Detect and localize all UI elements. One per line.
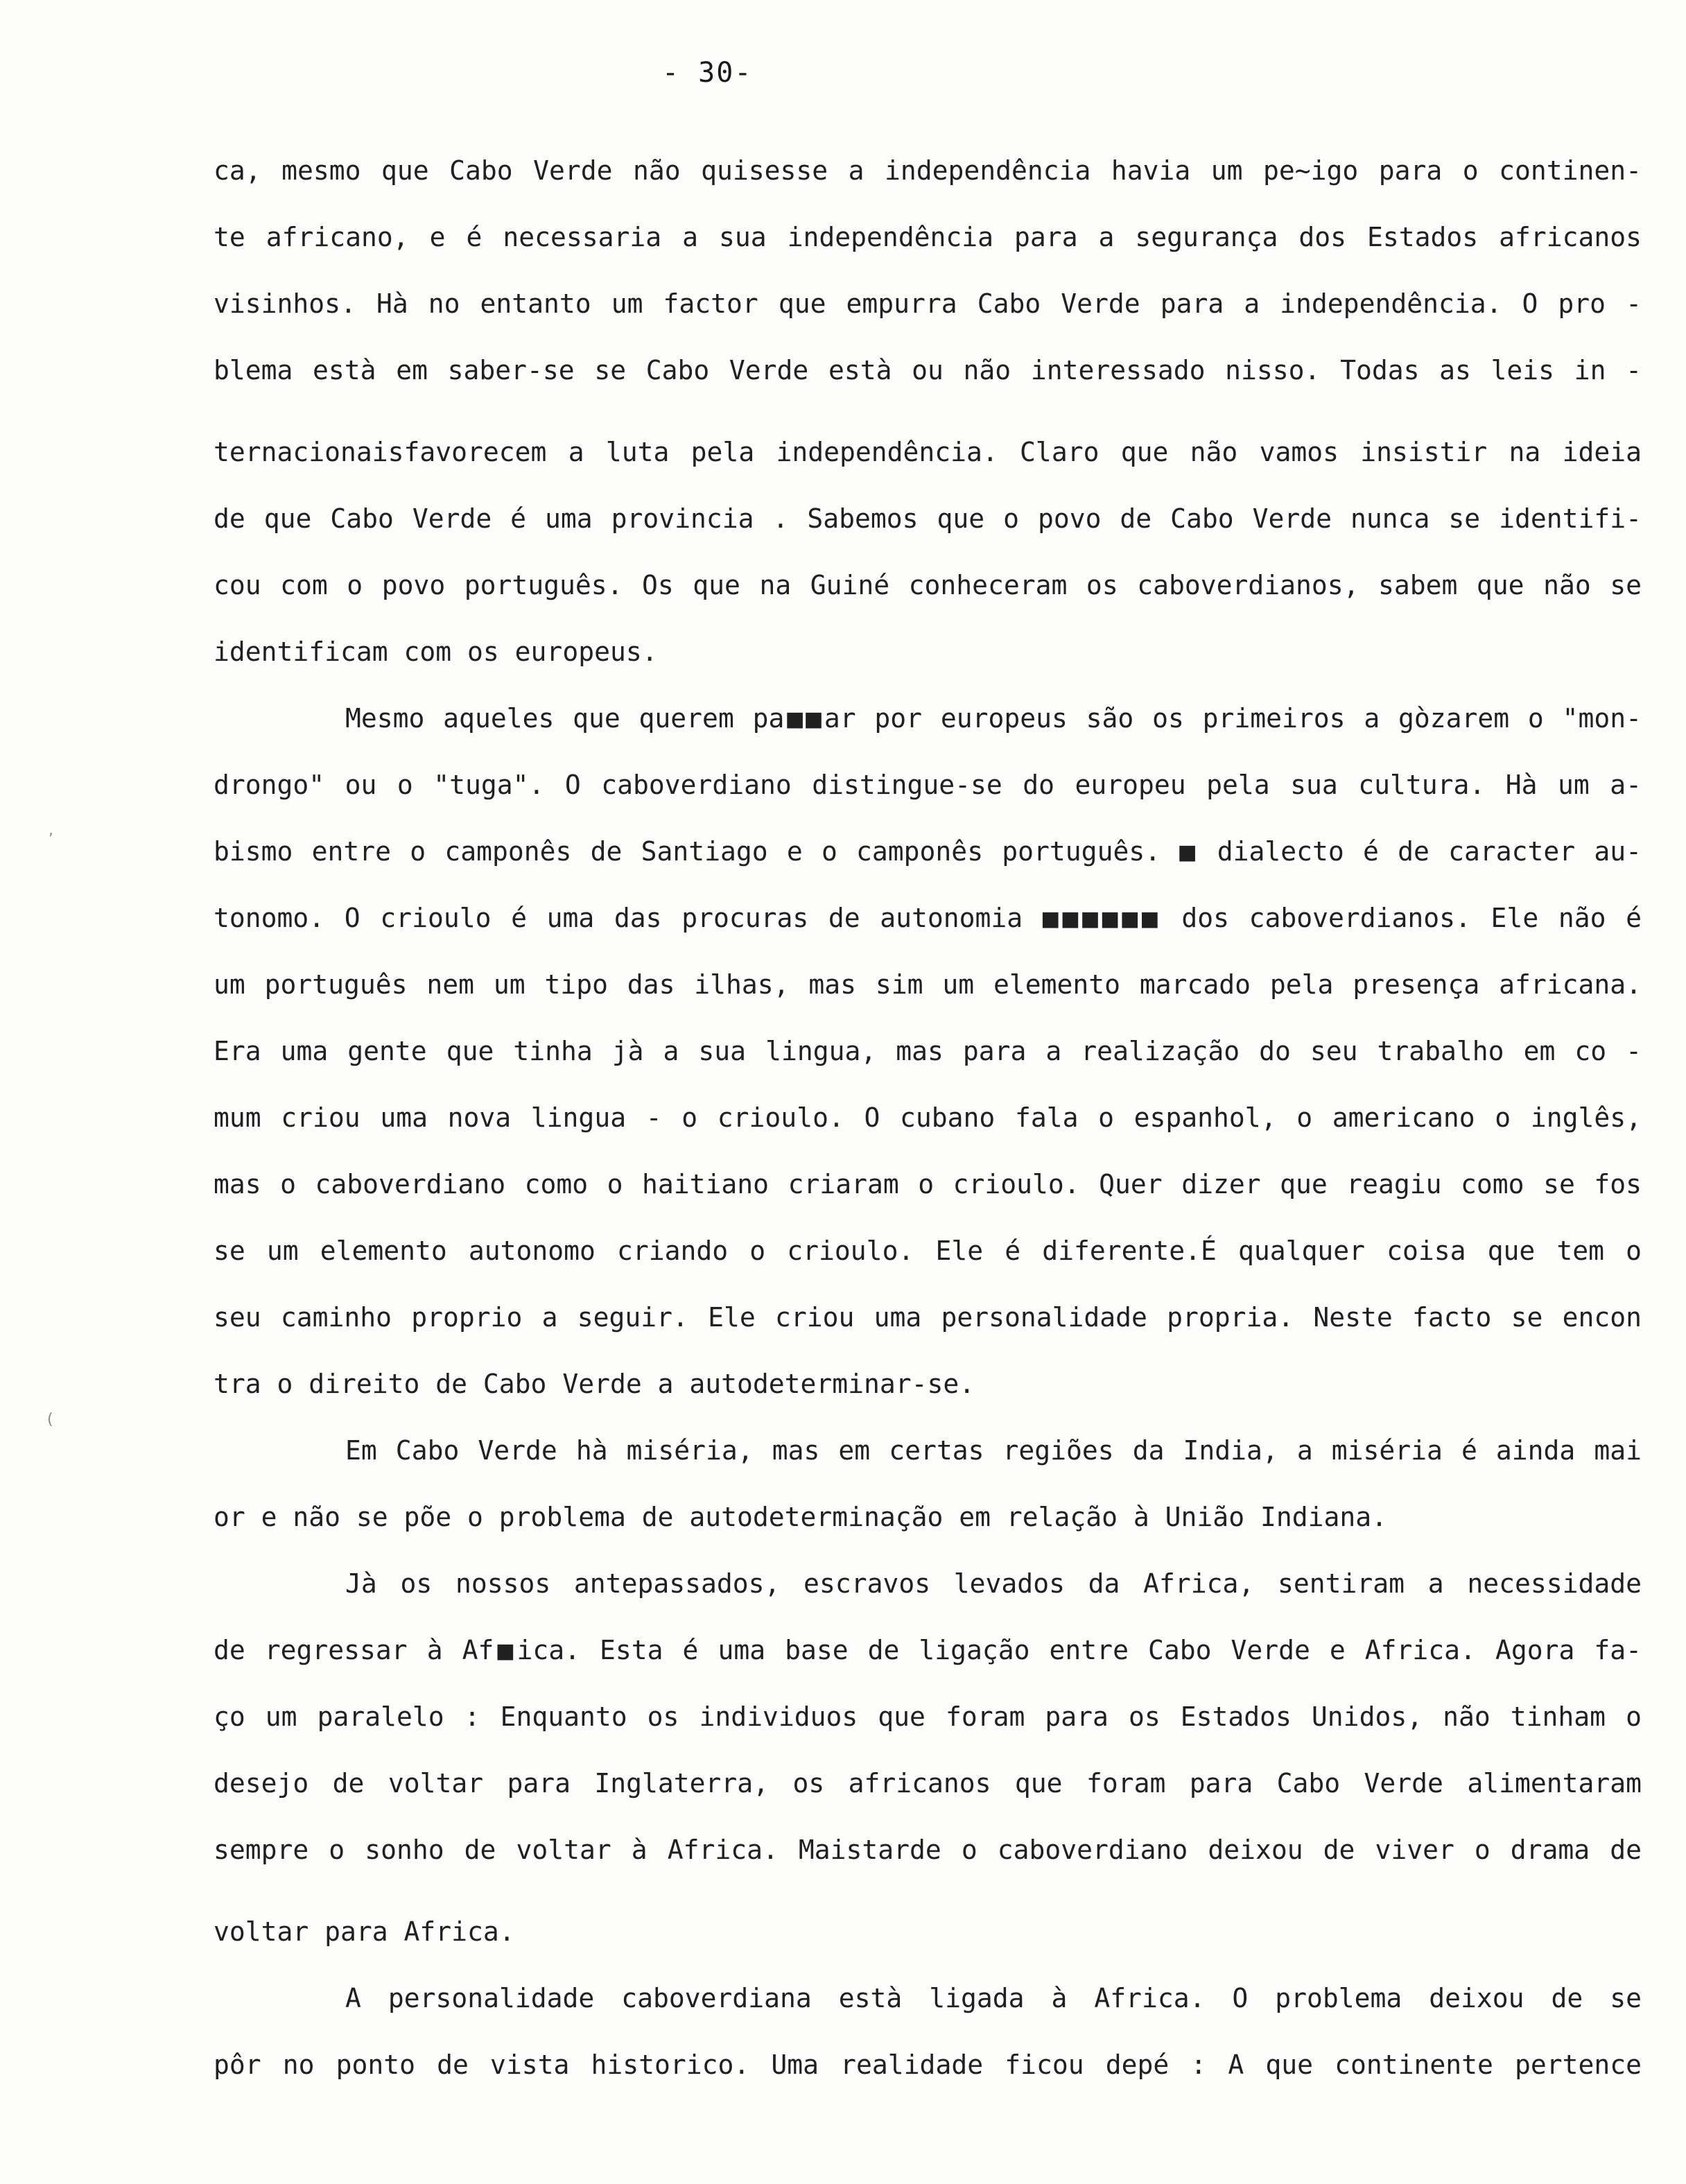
text-line: de que Cabo Verde é uma provincia . Sabemos que o povo de Cabo Verde nunca se identifi- bbox=[214, 503, 1642, 534]
text-line: pôr no ponto de vista historico. Uma realidade ficou depé : A que continente pertence bbox=[214, 2049, 1642, 2080]
text-line: mum criou uma nova lingua - o crioulo. O cubano fala o espanhol, o americano o inglês, bbox=[214, 1102, 1642, 1133]
text-line: drongo" ou o "tuga". O caboverdiano distingue-se do europeu pela sua cultura. Hà um a- bbox=[214, 770, 1642, 800]
text-line: mas o caboverdiano como o haitiano criaram o crioulo. Quer dizer que reagiu como se fos bbox=[214, 1169, 1642, 1199]
document-text bbox=[214, 137, 1642, 2098]
text-line: tonomo. O crioulo é uma das procuras de autonomia ■■■■■■ dos caboverdianos. Ele não é bbox=[214, 903, 1642, 933]
paragraph-start-line: A personalidade caboverdiana està ligada à Africa. O problema deixou de se bbox=[345, 1983, 1642, 2013]
text-line: visinhos. Hà no entanto um factor que empurra Cabo Verde para a independência. O pro - bbox=[214, 288, 1642, 319]
text-line: identificam com os europeus. bbox=[214, 636, 658, 667]
text-line: Era uma gente que tinha jà a sua lingua, mas para a realização do seu trabalho em co - bbox=[214, 1036, 1642, 1066]
text-line: bismo entre o camponês de Santiago e o camponês português. ■ dialecto é de caracter au- bbox=[214, 836, 1642, 867]
margin-speck-mark: ( bbox=[47, 1411, 53, 1428]
text-line: seu caminho proprio a seguir. Ele criou uma personalidade propria. Neste facto se encon bbox=[214, 1302, 1642, 1333]
text-line: cou com o povo português. Os que na Guiné conheceram os caboverdianos, sabem que não se bbox=[214, 570, 1642, 600]
text-line: ternacionaisfavorecem a luta pela independência. Claro que não vamos insistir na ideia bbox=[214, 437, 1642, 467]
text-line: te africano, e é necessaria a sua independência para a segurança dos Estados africanos bbox=[214, 222, 1642, 252]
text-line: se um elemento autonomo criando o crioulo. Ele é diferente.É qualquer coisa que tem o bbox=[214, 1236, 1642, 1266]
paragraph-start-line: Mesmo aqueles que querem pa■■ar por europeus são os primeiros a gòzarem o "mon- bbox=[345, 703, 1642, 734]
text-line: sempre o sonho de voltar à Africa. Maistarde o caboverdiano deixou de viver o drama de bbox=[214, 1835, 1642, 1865]
text-line: voltar para Africa. bbox=[214, 1916, 515, 1947]
text-line: or e não se põe o problema de autodeterminação em relação à União Indiana. bbox=[214, 1502, 1387, 1532]
text-line: tra o direito de Cabo Verde a autodeterminar-se. bbox=[214, 1369, 975, 1399]
text-line: blema està em saber-se se Cabo Verde està ou não interessado nisso. Todas as leis in - bbox=[214, 355, 1642, 385]
text-line: de regressar à Af■ica. Esta é uma base de ligação entre Cabo Verde e Africa. Agora fa- bbox=[214, 1635, 1642, 1665]
text-line: desejo de voltar para Inglaterra, os africanos que foram para Cabo Verde alimentaram bbox=[214, 1768, 1642, 1799]
paragraph-start-line: Jà os nossos antepassados, escravos levados da Africa, sentiram a necessidade bbox=[345, 1568, 1642, 1599]
paragraph-start-line: Em Cabo Verde hà miséria, mas em certas regiões da India, a miséria é ainda mai bbox=[345, 1435, 1642, 1466]
text-line: um português nem um tipo das ilhas, mas sim um elemento marcado pela presença africana. bbox=[214, 969, 1642, 1000]
text-line: ca, mesmo que Cabo Verde não quisesse a independência havia um pe~igo para o continen- bbox=[214, 155, 1642, 186]
margin-speck-mark: , bbox=[49, 822, 53, 839]
text-line: ço um paralelo : Enquanto os individuos que foram para os Estados Unidos, não tinham o bbox=[214, 1701, 1642, 1732]
page-number: - 30- bbox=[662, 57, 753, 89]
